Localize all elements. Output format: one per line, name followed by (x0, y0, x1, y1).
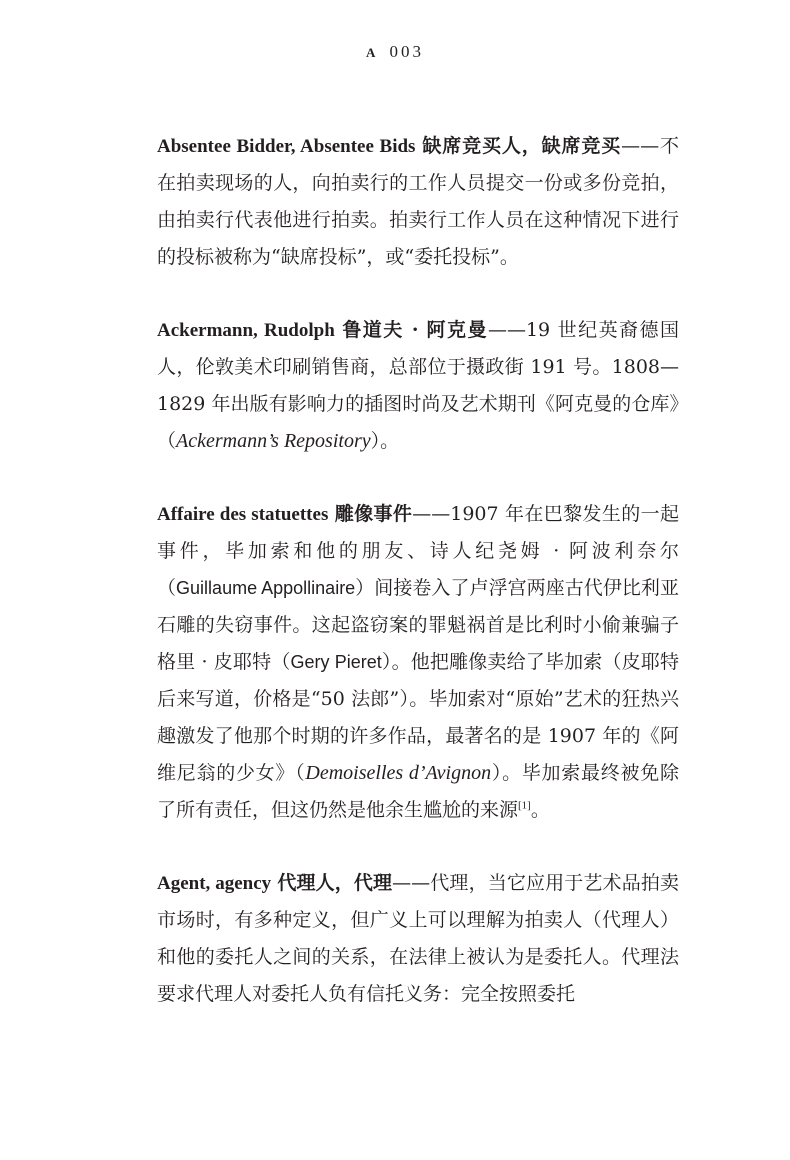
entry-dash: —— (412, 503, 451, 525)
entry-dash: —— (487, 319, 526, 341)
entry-italic-title: Ackermann’s Repository (176, 430, 371, 452)
entry-ackermann (157, 312, 679, 460)
entry-term: Agent, agency (157, 873, 272, 894)
section-letter: A (366, 45, 376, 60)
footnote-marker[interactable]: [1] (518, 799, 531, 812)
page-number: 003 (389, 42, 424, 61)
entry-affaire-des-statuettes (157, 496, 679, 829)
entry-term-cn: 鲁道夫 · 阿克曼 (342, 319, 488, 341)
entry-term: Absentee Bidder, Absentee Bids (157, 136, 416, 157)
entry-body: ）。 (370, 430, 400, 452)
running-header (0, 42, 790, 62)
entry-term-cn: 雕像事件 (334, 503, 413, 525)
entry-dash: —— (392, 872, 431, 894)
entry-latin-name: Guillaume Appollinaire (176, 578, 356, 598)
entry-body: ）。毕加索最终被免除了所有责任，但这仍然是他余生尴尬的来源 (157, 762, 679, 821)
entry-latin-name: Gery Pieret (290, 652, 382, 672)
entry-body: ）间接卷入了卢浮宫两座古代伊比利亚石雕的失窃事件。这起盗窃案的罪魁祸首是比利时小偷兼骗子格里 · 皮耶特（ (157, 577, 679, 673)
entry-body: 代理，当它应用于艺术品拍卖市场时，有多种定义，但广义上可以理解为拍卖人（代理人）和他的委托人之间的关系，在法律上被认为是委托人。代理法要求代理人对委托人负有信托义务：完全按照委托 (157, 872, 679, 1005)
page-body (157, 128, 679, 1049)
entry-absentee-bidder (157, 128, 679, 276)
entry-body: 19 世纪英裔德国人，伦敦美术印刷销售商，总部位于摄政街 191 号。1808—1829 年出版有影响力的插图时尚及艺术期刊《阿克曼的仓库》（ (157, 319, 679, 452)
entry-term: Affaire des statuettes (157, 504, 329, 525)
entry-term: Ackermann, Rudolph (157, 320, 335, 341)
entry-italic-title: Demoiselles d’Avignon (305, 762, 492, 784)
entry-term-cn: 缺席竞买人，缺席竞买 (422, 135, 622, 157)
entry-dash: —— (621, 135, 660, 157)
entry-body: 。 (530, 799, 550, 821)
entry-term-cn: 代理人，代理 (277, 872, 393, 894)
entry-body: 不在拍卖现场的人，向拍卖行的工作人员提交一份或多份竞拍，由拍卖行代表他进行拍卖。拍卖行工作人员在这种情况下进行的投标被称为“缺席投标”，或“委托投标”。 (157, 135, 679, 268)
entry-body: ）。他把雕像卖给了毕加索（皮耶特后来写道，价格是“50 法郎”）。毕加索对“原始”艺术的狂热兴趣激发了他那个时期的许多作品，最著名的是 1907 年的《阿维尼翁的少女》（ (157, 651, 679, 784)
entry-agent-agency (157, 865, 679, 1013)
entry-body: 1907 年在巴黎发生的一起事件，毕加索和他的朋友、诗人纪尧姆 · 阿波利奈尔（ (157, 503, 679, 599)
